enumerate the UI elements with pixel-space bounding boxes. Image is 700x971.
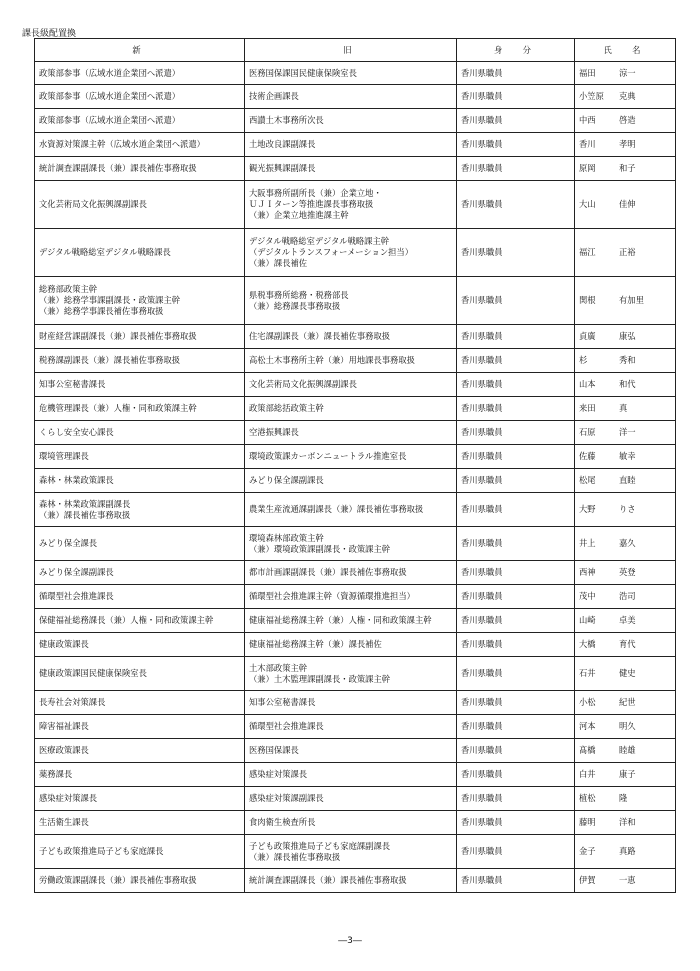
cell-status: 香川県職員	[457, 691, 575, 715]
cell-name	[575, 181, 676, 229]
cell-name	[575, 763, 676, 787]
cell-name	[575, 229, 676, 277]
table-row	[35, 277, 676, 325]
surname: 山本	[579, 379, 596, 389]
cell-old: 感染症対策課長	[245, 763, 457, 787]
cell-name	[575, 585, 676, 609]
table-header-row	[35, 39, 676, 62]
cell-old: 高松土木事務所主幹（兼）用地課長事務取扱	[245, 349, 457, 373]
surname: 髙橋	[579, 745, 596, 755]
given-name: 啓造	[619, 115, 636, 125]
cell-old: 環境森林部政策主幹 （兼）環境政策課副課長・政策課主幹	[245, 527, 457, 561]
table-row	[35, 715, 676, 739]
table-row	[35, 609, 676, 633]
cell-old: 感染症対策課副課長	[245, 787, 457, 811]
cell-status: 香川県職員	[457, 763, 575, 787]
cell-new: 循環型社会推進課長	[35, 585, 245, 609]
surname: 松尾	[579, 475, 596, 485]
cell-new: 政策部参事（広域水道企業団へ派遣）	[35, 62, 245, 85]
cell-status: 香川県職員	[457, 561, 575, 585]
header-status: 身 分	[457, 39, 575, 62]
cell-status: 香川県職員	[457, 397, 575, 421]
given-name: 真路	[619, 846, 636, 856]
header-old: 旧	[245, 39, 457, 62]
cell-new: 生活衛生課長	[35, 811, 245, 835]
table-row	[35, 397, 676, 421]
table-row	[35, 421, 676, 445]
cell-name	[575, 739, 676, 763]
given-name: 秀和	[619, 355, 636, 365]
table-row	[35, 527, 676, 561]
cell-status: 香川県職員	[457, 445, 575, 469]
document-title: 課長級配置換	[22, 29, 77, 39]
cell-old: 医務国保課長	[245, 739, 457, 763]
table-row	[35, 561, 676, 585]
table-row	[35, 445, 676, 469]
cell-name	[575, 493, 676, 527]
surname: 杉	[579, 355, 588, 365]
cell-status: 香川県職員	[457, 469, 575, 493]
table-row	[35, 585, 676, 609]
given-name: 克典	[619, 91, 636, 101]
surname: 河本	[579, 721, 596, 731]
cell-status: 香川県職員	[457, 609, 575, 633]
cell-status: 香川県職員	[457, 657, 575, 691]
cell-new: みどり保全課副課長	[35, 561, 245, 585]
table-row	[35, 62, 676, 85]
cell-name	[575, 609, 676, 633]
cell-status: 香川県職員	[457, 181, 575, 229]
surname: 井上	[579, 538, 596, 548]
given-name: 一恵	[619, 875, 636, 885]
surname: 藤明	[579, 817, 596, 827]
cell-name	[575, 691, 676, 715]
table-row	[35, 633, 676, 657]
table-row	[35, 325, 676, 349]
cell-new: 総務部政策主幹 （兼）総務学事課副課長・政策課主幹 （兼）総務学事課長補佐事務取扱	[35, 277, 245, 325]
surname: 植松	[579, 793, 596, 803]
cell-new: 環境管理課長	[35, 445, 245, 469]
cell-new: 税務課副課長（兼）課長補佐事務取扱	[35, 349, 245, 373]
cell-old: 政策部総括政策主幹	[245, 397, 457, 421]
surname: 金子	[579, 846, 596, 856]
given-name: 睦雄	[619, 745, 636, 755]
cell-old: 循環型社会推進課主幹（資源循環推進担当）	[245, 585, 457, 609]
surname: 小松	[579, 697, 596, 707]
cell-status: 香川県職員	[457, 527, 575, 561]
cell-name	[575, 715, 676, 739]
cell-status: 香川県職員	[457, 585, 575, 609]
cell-new: 保健福祉総務課長（兼）人権・同和政策課主幹	[35, 609, 245, 633]
cell-new: 統計調査課副課長（兼）課長補佐事務取扱	[35, 157, 245, 181]
surname: 伊賀	[579, 875, 596, 885]
surname: 福田	[579, 67, 596, 78]
cell-name	[575, 787, 676, 811]
cell-old: みどり保全課副課長	[245, 469, 457, 493]
given-name: 正裕	[619, 247, 636, 257]
cell-old: 大阪事務所副所長（兼）企業立地・ ＵＪＩターン等推進課長事務取扱 （兼）企業立地推進課主幹	[245, 181, 457, 229]
given-name: 隆	[619, 793, 628, 803]
cell-new: 健康政策課長	[35, 633, 245, 657]
cell-name	[575, 277, 676, 325]
given-name: 有加里	[619, 295, 644, 305]
table-row	[35, 373, 676, 397]
table-row	[35, 493, 676, 527]
cell-old: 環境政策課カーボンニュートラル推進室長	[245, 445, 457, 469]
cell-new: 危機管理課長（兼）人権・同和政策課主幹	[35, 397, 245, 421]
given-name: 和子	[619, 163, 636, 173]
given-name: 直睦	[619, 475, 636, 485]
surname: 大野	[579, 504, 596, 514]
table-row	[35, 763, 676, 787]
surname: 来田	[579, 403, 596, 413]
cell-old: 土地改良課副課長	[245, 133, 457, 157]
cell-name	[575, 421, 676, 445]
header-name: 氏 名	[575, 39, 676, 62]
cell-new: 政策部参事（広域水道企業団へ派遣）	[35, 109, 245, 133]
given-name: 育代	[619, 639, 636, 649]
cell-status: 香川県職員	[457, 109, 575, 133]
cell-status: 香川県職員	[457, 493, 575, 527]
table-row	[35, 835, 676, 869]
cell-new: 子ども政策推進局子ども家庭課長	[35, 835, 245, 869]
cell-old: 空港振興課長	[245, 421, 457, 445]
surname: 白井	[579, 769, 596, 779]
surname: 石井	[579, 668, 596, 678]
cell-new: みどり保全課長	[35, 527, 245, 561]
given-name: 明久	[619, 721, 636, 731]
cell-name	[575, 633, 676, 657]
cell-name	[575, 657, 676, 691]
cell-old: デジタル戦略総室デジタル戦略課主幹 （デジタルトランスフォーメーション担当） （兼）課長補佐	[245, 229, 457, 277]
cell-new: 森林・林業政策課副課長 （兼）課長補佐事務取扱	[35, 493, 245, 527]
cell-old: 文化芸術局文化振興課副課長	[245, 373, 457, 397]
cell-new: 薬務課長	[35, 763, 245, 787]
cell-new: 医療政策課長	[35, 739, 245, 763]
cell-name	[575, 561, 676, 585]
cell-status: 香川県職員	[457, 85, 575, 109]
cell-new: 財産経営課副課長（兼）課長補佐事務取扱	[35, 325, 245, 349]
cell-name	[575, 109, 676, 133]
given-name: 卓美	[619, 615, 636, 625]
surname: 茂中	[579, 591, 596, 601]
given-name: 英登	[619, 567, 636, 577]
cell-old: 統計調査課副課長（兼）課長補佐事務取扱	[245, 869, 457, 893]
cell-new: 労働政策課副課長（兼）課長補佐事務取扱	[35, 869, 245, 893]
table-row	[35, 109, 676, 133]
cell-name	[575, 445, 676, 469]
surname: 大山	[579, 199, 596, 209]
cell-status: 香川県職員	[457, 229, 575, 277]
table-row	[35, 229, 676, 277]
given-name: 和代	[619, 379, 636, 389]
cell-name	[575, 157, 676, 181]
table-row	[35, 739, 676, 763]
given-name: 敏幸	[619, 451, 636, 461]
surname: 貞廣	[579, 331, 596, 341]
cell-name	[575, 85, 676, 109]
cell-new: 政策部参事（広域水道企業団へ派遣）	[35, 85, 245, 109]
table-row	[35, 691, 676, 715]
surname: 佐藤	[579, 451, 596, 461]
surname: 福江	[579, 247, 596, 257]
cell-old: 西讃土木事務所次長	[245, 109, 457, 133]
cell-old: 観光振興課副課長	[245, 157, 457, 181]
cell-name	[575, 469, 676, 493]
given-name: 真	[619, 403, 628, 413]
given-name: 康子	[619, 769, 636, 779]
cell-old: 土木部政策主幹 （兼）土木監理課副課長・政策課主幹	[245, 657, 457, 691]
cell-status: 香川県職員	[457, 349, 575, 373]
cell-status: 香川県職員	[457, 835, 575, 869]
header-new: 新	[35, 39, 245, 62]
cell-new: 水資源対策課主幹（広域水道企業団へ派遣）	[35, 133, 245, 157]
cell-status: 香川県職員	[457, 277, 575, 325]
cell-status: 香川県職員	[457, 157, 575, 181]
cell-name	[575, 527, 676, 561]
surname: 中西	[579, 115, 596, 125]
given-name: りさ	[619, 504, 636, 514]
cell-status: 香川県職員	[457, 421, 575, 445]
cell-name	[575, 869, 676, 893]
table-row	[35, 133, 676, 157]
cell-new: 森林・林業政策課長	[35, 469, 245, 493]
cell-name	[575, 62, 676, 85]
cell-status: 香川県職員	[457, 739, 575, 763]
cell-name	[575, 373, 676, 397]
table-row	[35, 181, 676, 229]
cell-old: 知事公室秘書課長	[245, 691, 457, 715]
page-number: ―3―	[338, 936, 362, 946]
surname: 香川	[579, 139, 596, 149]
cell-status: 香川県職員	[457, 62, 575, 85]
cell-old: 健康福祉総務課主幹（兼）課長補佐	[245, 633, 457, 657]
table-row	[35, 811, 676, 835]
surname: 石原	[579, 427, 596, 437]
cell-status: 香川県職員	[457, 811, 575, 835]
cell-name	[575, 811, 676, 835]
cell-name	[575, 349, 676, 373]
given-name: 佳伸	[619, 199, 636, 209]
cell-old: 県税事務所総務・税務部長 （兼）総務課長事務取扱	[245, 277, 457, 325]
surname: 山崎	[579, 615, 596, 625]
given-name: 浩司	[619, 591, 636, 601]
cell-status: 香川県職員	[457, 787, 575, 811]
cell-status: 香川県職員	[457, 633, 575, 657]
given-name: 孝明	[619, 139, 636, 149]
surname: 小笠原	[579, 91, 604, 101]
personnel-table	[34, 38, 676, 893]
cell-old: 健康福祉総務課主幹（兼）人権・同和政策課主幹	[245, 609, 457, 633]
given-name: 洋和	[619, 817, 636, 827]
cell-new: 感染症対策課長	[35, 787, 245, 811]
cell-old: 都市計画課副課長（兼）課長補佐事務取扱	[245, 561, 457, 585]
cell-status: 香川県職員	[457, 715, 575, 739]
cell-new: デジタル戦略総室デジタル戦略課長	[35, 229, 245, 277]
cell-old: 医務国保課国民健康保険室長	[245, 62, 457, 85]
table-row	[35, 469, 676, 493]
cell-old: 循環型社会推進課長	[245, 715, 457, 739]
table-row	[35, 657, 676, 691]
cell-status: 香川県職員	[457, 373, 575, 397]
table-row	[35, 349, 676, 373]
table-row	[35, 85, 676, 109]
cell-new: 障害福祉課長	[35, 715, 245, 739]
cell-status: 香川県職員	[457, 133, 575, 157]
cell-name	[575, 397, 676, 421]
cell-name	[575, 835, 676, 869]
given-name: 嘉久	[619, 538, 636, 548]
cell-old: 技術企画課長	[245, 85, 457, 109]
surname: 西神	[579, 567, 596, 577]
table-row	[35, 869, 676, 893]
given-name: 涼一	[619, 67, 636, 78]
cell-old: 子ども政策推進局子ども家庭課副課長 （兼）課長補佐事務取扱	[245, 835, 457, 869]
given-name: 洋一	[619, 427, 636, 437]
cell-new: 知事公室秘書課長	[35, 373, 245, 397]
surname: 大橋	[579, 639, 596, 649]
cell-old: 食肉衛生検査所長	[245, 811, 457, 835]
cell-name	[575, 325, 676, 349]
cell-old: 住宅課副課長（兼）課長補佐事務取扱	[245, 325, 457, 349]
given-name: 康弘	[619, 331, 636, 341]
cell-new: 健康政策課国民健康保険室長	[35, 657, 245, 691]
cell-status: 香川県職員	[457, 869, 575, 893]
cell-old: 農業生産流通課副課長（兼）課長補佐事務取扱	[245, 493, 457, 527]
given-name: 紀世	[619, 697, 636, 707]
given-name: 健史	[619, 668, 636, 678]
cell-new: 文化芸術局文化振興課副課長	[35, 181, 245, 229]
surname: 原岡	[579, 163, 596, 173]
table-row	[35, 157, 676, 181]
table-row	[35, 787, 676, 811]
cell-status: 香川県職員	[457, 325, 575, 349]
cell-new: くらし安全安心課長	[35, 421, 245, 445]
cell-new: 長寿社会対策課長	[35, 691, 245, 715]
cell-name	[575, 133, 676, 157]
surname: 関根	[579, 295, 596, 305]
table-body	[35, 62, 676, 893]
